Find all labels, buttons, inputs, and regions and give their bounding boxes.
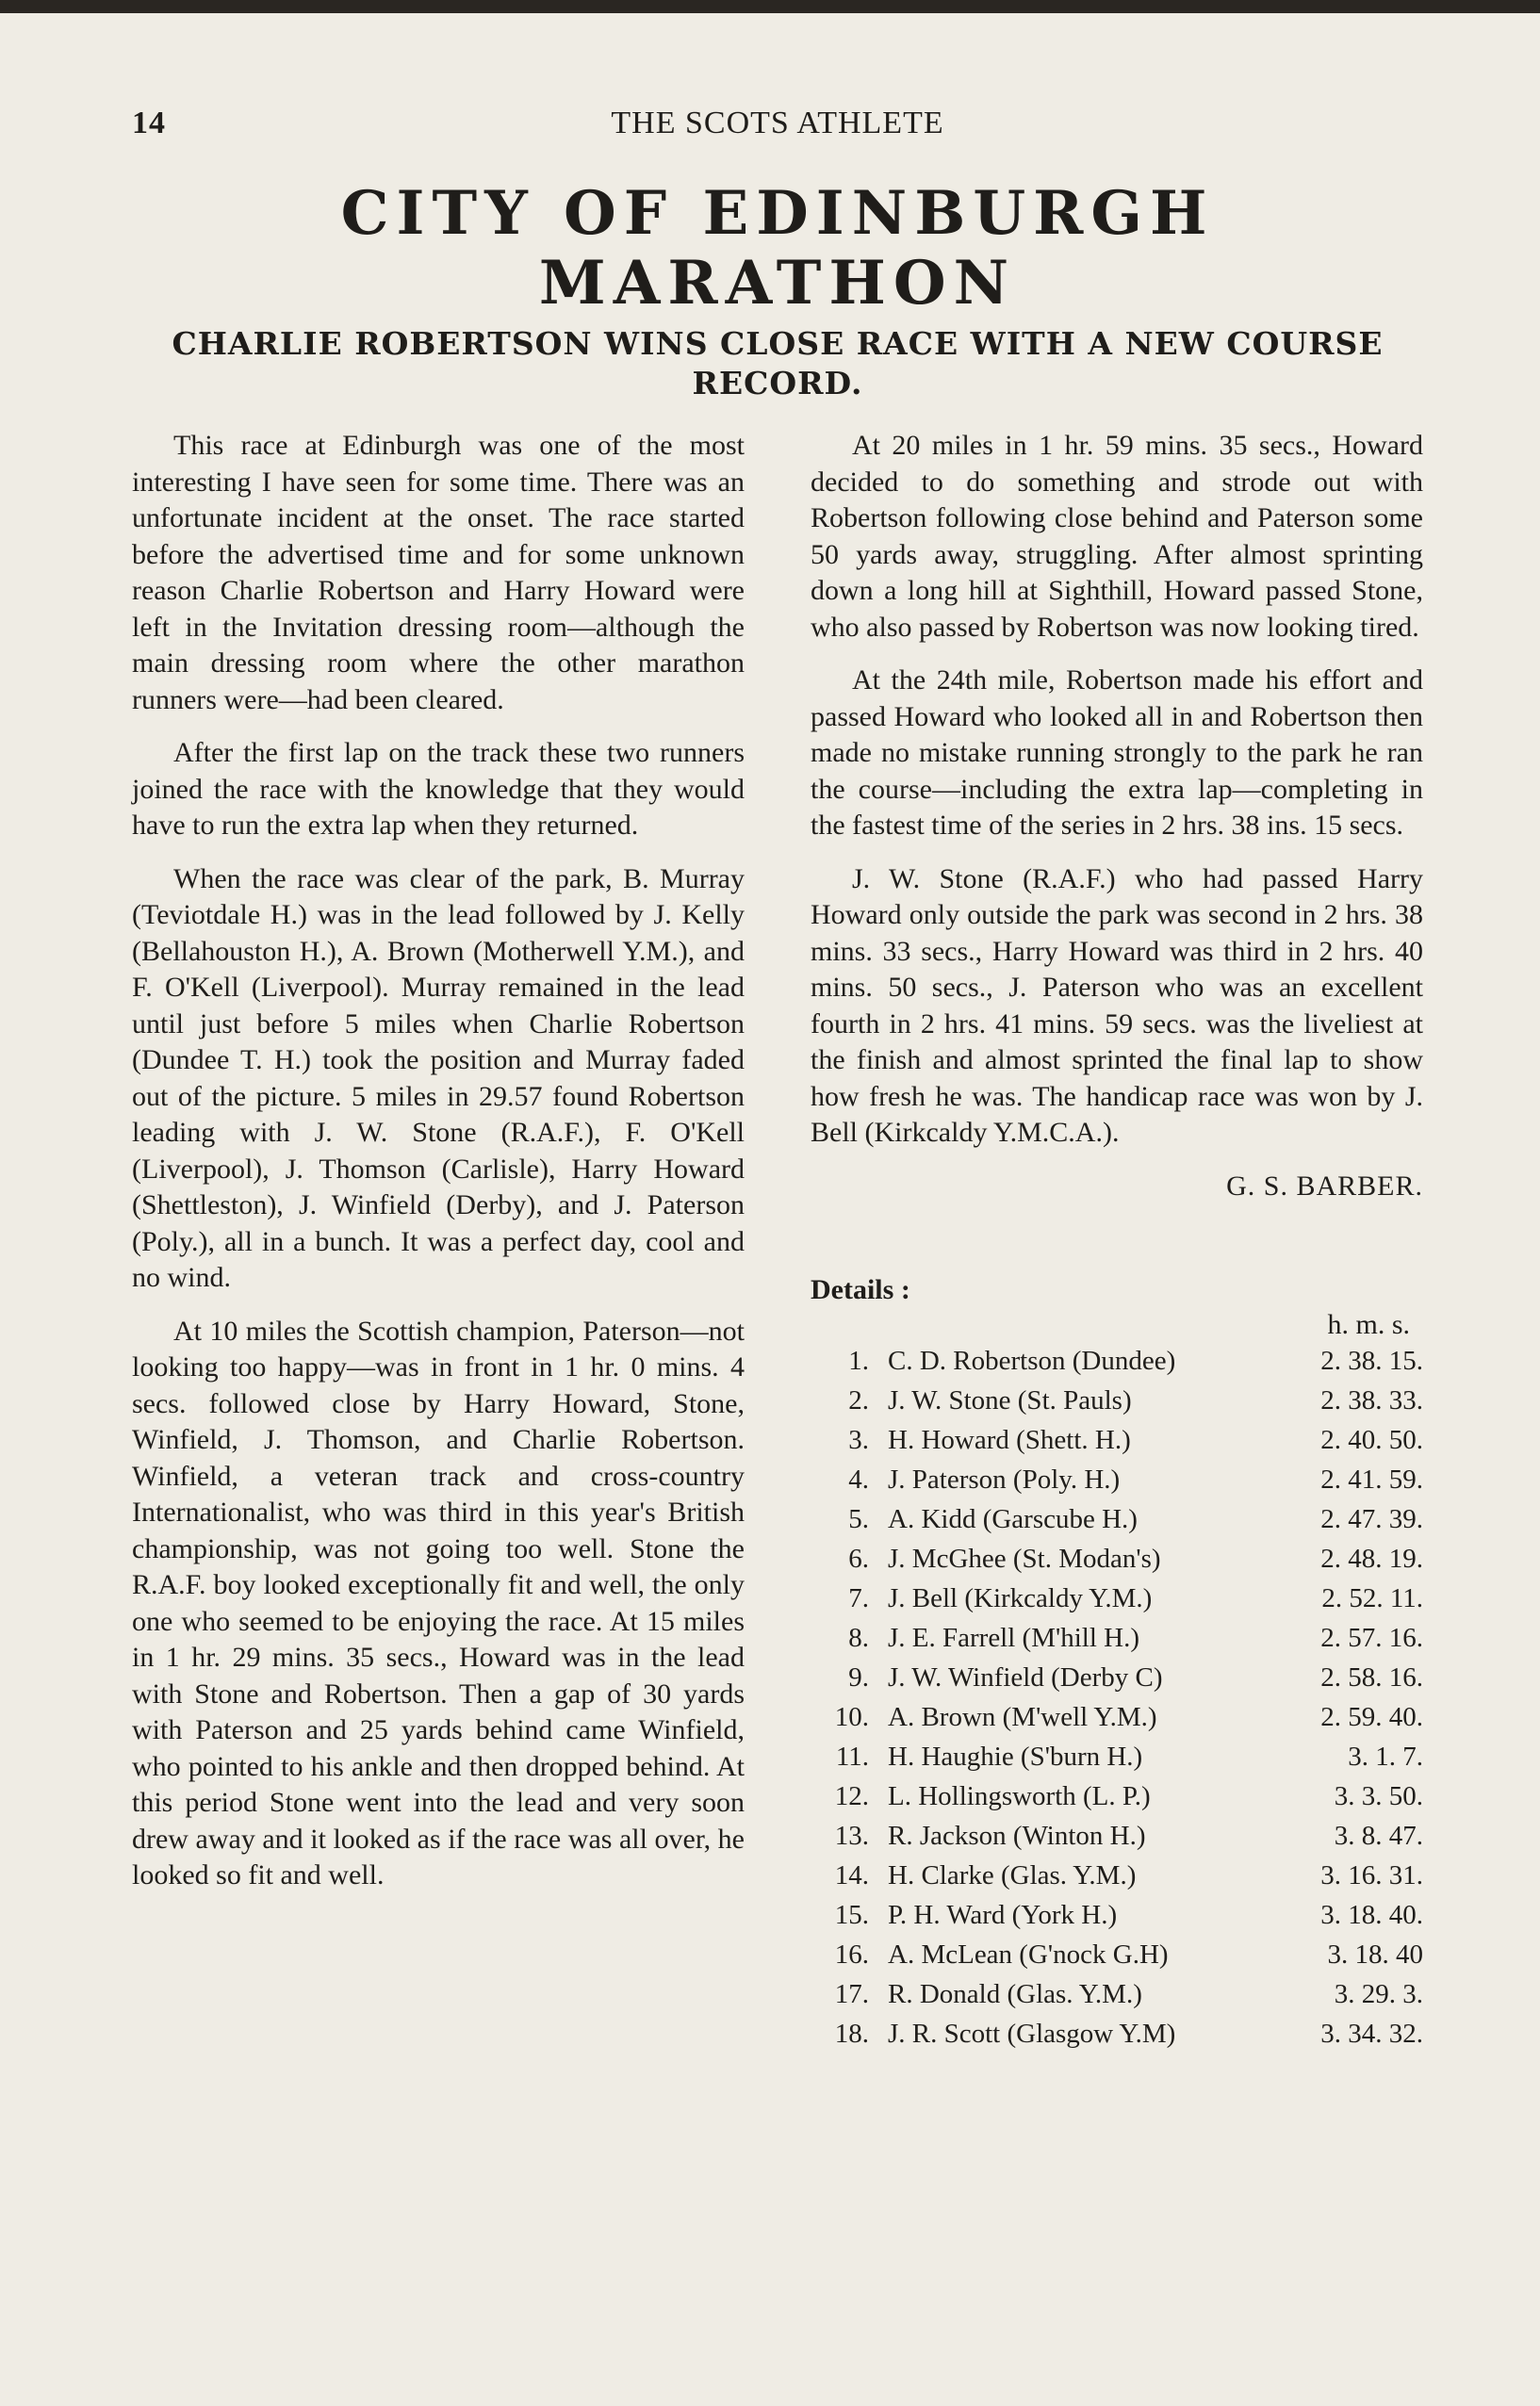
table-row [811, 2015, 1423, 2054]
result-runner: H. Howard (Shett. H.) [888, 1425, 1131, 1455]
result-runner: R. Donald (Glas. Y.M.) [888, 1979, 1142, 2009]
details-heading: Details : [811, 1273, 910, 1305]
table-row [811, 1975, 1423, 2015]
result-time: 2. 59. 40. [1320, 1702, 1423, 1732]
result-position: 1. [848, 1346, 869, 1376]
page-number: 14 [132, 106, 166, 140]
table-row [811, 1896, 1423, 1936]
result-time: 2. 38. 15. [1320, 1346, 1423, 1376]
result-position: 6. [848, 1544, 869, 1574]
result-time: 3. 29. 3. [1334, 1979, 1423, 2009]
magazine-page [132, 94, 1423, 2054]
table-row [811, 1619, 1423, 1659]
result-time: 3. 18. 40 [1327, 1940, 1423, 1970]
result-runner: J. W. Stone (St. Pauls) [888, 1385, 1132, 1416]
result-position: 9. [848, 1662, 869, 1693]
result-position: 8. [848, 1623, 869, 1653]
right-column [811, 428, 1423, 2054]
result-runner: J. McGhee (St. Modan's) [888, 1544, 1161, 1574]
result-time: 3. 1. 7. [1348, 1742, 1423, 1772]
result-time: 2. 48. 19. [1320, 1544, 1423, 1574]
result-runner: A. McLean (G'nock G.H) [888, 1940, 1169, 1970]
table-row [811, 1659, 1423, 1698]
result-runner: P. H. Ward (York H.) [888, 1900, 1118, 1930]
result-time: 3. 3. 50. [1334, 1781, 1423, 1811]
article-columns [132, 428, 1423, 2054]
table-row [811, 1540, 1423, 1579]
result-runner: C. D. Robertson (Dundee) [888, 1346, 1176, 1376]
paragraph: At the 24th mile, Robertson made his effort and passed Howard who looked all in and Robertson then made no mistake running strongly to the park he ran the course—including the extra lap—completing in the fastest time of the series in 2 hrs. 38 ins. 15 secs. [811, 664, 1423, 841]
table-row [811, 1817, 1423, 1857]
result-position: 16. [834, 1940, 869, 1970]
result-position: 15. [834, 1900, 869, 1930]
result-runner: J. Bell (Kirkcaldy Y.M.) [888, 1583, 1153, 1613]
table-row [811, 1857, 1423, 1896]
result-position: 10. [834, 1702, 869, 1732]
result-time: 3. 18. 40. [1320, 1900, 1423, 1930]
result-time: 3. 16. 31. [1320, 1860, 1423, 1890]
article-title [132, 179, 1423, 319]
result-runner: L. Hollingsworth (L. P.) [888, 1781, 1151, 1811]
result-position: 7. [848, 1583, 869, 1613]
result-position: 11. [835, 1742, 869, 1772]
result-position: 13. [834, 1821, 869, 1851]
result-time: 2. 47. 39. [1320, 1504, 1423, 1534]
result-time: 2. 52. 11. [1321, 1583, 1423, 1613]
result-position: 17. [834, 1979, 869, 2009]
result-position: 12. [834, 1781, 869, 1811]
paragraph: This race at Edinburgh was one of the most interesting I have seen for some time. There was an unfortunate incident at the onset. The race started before the advertised time and for some unknown reason Charlie Robertson and Harry Howard were left in the Invitation dressing room—although the main dressing room where the other marathon runners were—had been cleared. [132, 430, 745, 715]
time-units-header: h. m. s. [1327, 1308, 1410, 1340]
result-time: 3. 8. 47. [1334, 1821, 1423, 1851]
running-head [132, 94, 1423, 151]
paragraph: At 20 miles in 1 hr. 59 mins. 35 secs., Howard decided to do something and strode out with Robertson following close behind and Paterson some 50 yards away, struggling. After almost sprinting down a long hill at Sighthill, Howard passed Stone, who also passed by Robertson was now looking tired. [811, 430, 1423, 643]
table-row [811, 1579, 1423, 1619]
result-position: 18. [834, 2019, 869, 2049]
paragraph: At 10 miles the Scottish champion, Paterson—not looking too happy—was in front in 1 hr. 0 mins. 4 secs. followed close by Harry Howard, Stone, Winfield, J. Thomson, and Charlie Robertson. Winfield, a veteran track and cross-country Internationalist, who was third in this year's British championship, was not going too well. Stone the R.A.F. boy looked exceptionally fit and well, the only one who seemed to be enjoying the race. At 15 miles in 1 hr. 29 mins. 35 secs., Howard was in the lead with Stone and Robertson. Then a gap of 30 yards with Paterson and 25 yards behind came Winfield, who pointed to his ankle and then dropped behind. At this period Stone went into the lead and very soon drew away and it looked as if the race was all over, he looked so fit and well. [132, 1315, 745, 1890]
result-position: 4. [848, 1465, 869, 1495]
result-runner: A. Brown (M'well Y.M.) [888, 1702, 1157, 1732]
result-position: 3. [848, 1425, 869, 1455]
result-runner: J. W. Winfield (Derby C) [888, 1662, 1163, 1693]
table-row [811, 1342, 1423, 1382]
page-top-edge [0, 0, 1540, 13]
results-body [811, 1342, 1423, 2054]
paragraph: When the race was clear of the park, B. Murray (Teviotdale H.) was in the lead followed by J. Kelly (Bellahouston H.), A. Brown (Motherwell Y.M.), and F. O'Kell (Liverpool). Murray remained in the lead until just before 5 miles when Charlie Robertson (Dundee T. H.) took the position and Murray faded out of the picture. 5 miles in 29.57 found Robertson leading with J. W. Stone (R.A.F.), F. O'Kell (Liverpool), J. Thomson (Carlisle), Harry Howard (Shettleston), J. Winfield (Derby), and J. Paterson (Poly.), all in a bunch. It was a perfect day, cool and no wind. [132, 862, 745, 1293]
table-row [811, 1698, 1423, 1738]
author-signature: G. S. BARBER. [1226, 1170, 1423, 1202]
results-table [811, 1342, 1423, 2054]
table-row [811, 1500, 1423, 1540]
article-subtitle: CHARLIE ROBERTSON WINS CLOSE RACE WITH A NEW COURSE RECORD. [172, 325, 1384, 401]
result-runner: J. E. Farrell (M'hill H.) [888, 1623, 1139, 1653]
table-row [811, 1461, 1423, 1500]
result-position: 5. [848, 1504, 869, 1534]
table-row [811, 1738, 1423, 1777]
result-runner: A. Kidd (Garscube H.) [888, 1504, 1138, 1534]
result-position: 2. [848, 1385, 869, 1416]
article-title-line-1: CITY OF EDINBURGH [340, 178, 1215, 249]
result-time: 3. 34. 32. [1320, 2019, 1423, 2049]
table-row [811, 1421, 1423, 1461]
result-time: 2. 58. 16. [1320, 1662, 1423, 1693]
paragraph: After the first lap on the track these two runners joined the race with the knowledge that they would have to run the extra lap when they returned. [132, 737, 745, 841]
result-time: 2. 38. 33. [1320, 1385, 1423, 1416]
result-runner: H. Haughie (S'burn H.) [888, 1742, 1143, 1772]
result-time: 2. 40. 50. [1320, 1425, 1423, 1455]
table-row [811, 1382, 1423, 1421]
result-runner: R. Jackson (Winton H.) [888, 1821, 1146, 1851]
result-runner: J. R. Scott (Glasgow Y.M) [888, 2019, 1176, 2049]
article-title-line-2: MARATHON [538, 248, 1017, 319]
left-column [132, 428, 745, 2054]
result-time: 2. 57. 16. [1320, 1623, 1423, 1653]
result-runner: H. Clarke (Glas. Y.M.) [888, 1860, 1137, 1890]
table-row [811, 1936, 1423, 1975]
running-title: THE SCOTS ATHLETE [611, 106, 944, 140]
result-time: 2. 41. 59. [1320, 1465, 1423, 1495]
result-runner: J. Paterson (Poly. H.) [888, 1465, 1121, 1495]
result-position: 14. [834, 1860, 869, 1890]
paragraph: J. W. Stone (R.A.F.) who had passed Harry Howard only outside the park was second in 2 hrs. 38 mins. 33 secs., Harry Howard was third in 2 hrs. 40 mins. 50 secs., J. Paterson who was an excellent fourth in 2 hrs. 41 mins. 59 secs. was the liveliest at the finish and almost sprinted the final lap to show how fresh he was. The handicap race was won by J. Bell (Kirkcaldy Y.M.C.A.). [811, 862, 1423, 1148]
table-row [811, 1777, 1423, 1817]
